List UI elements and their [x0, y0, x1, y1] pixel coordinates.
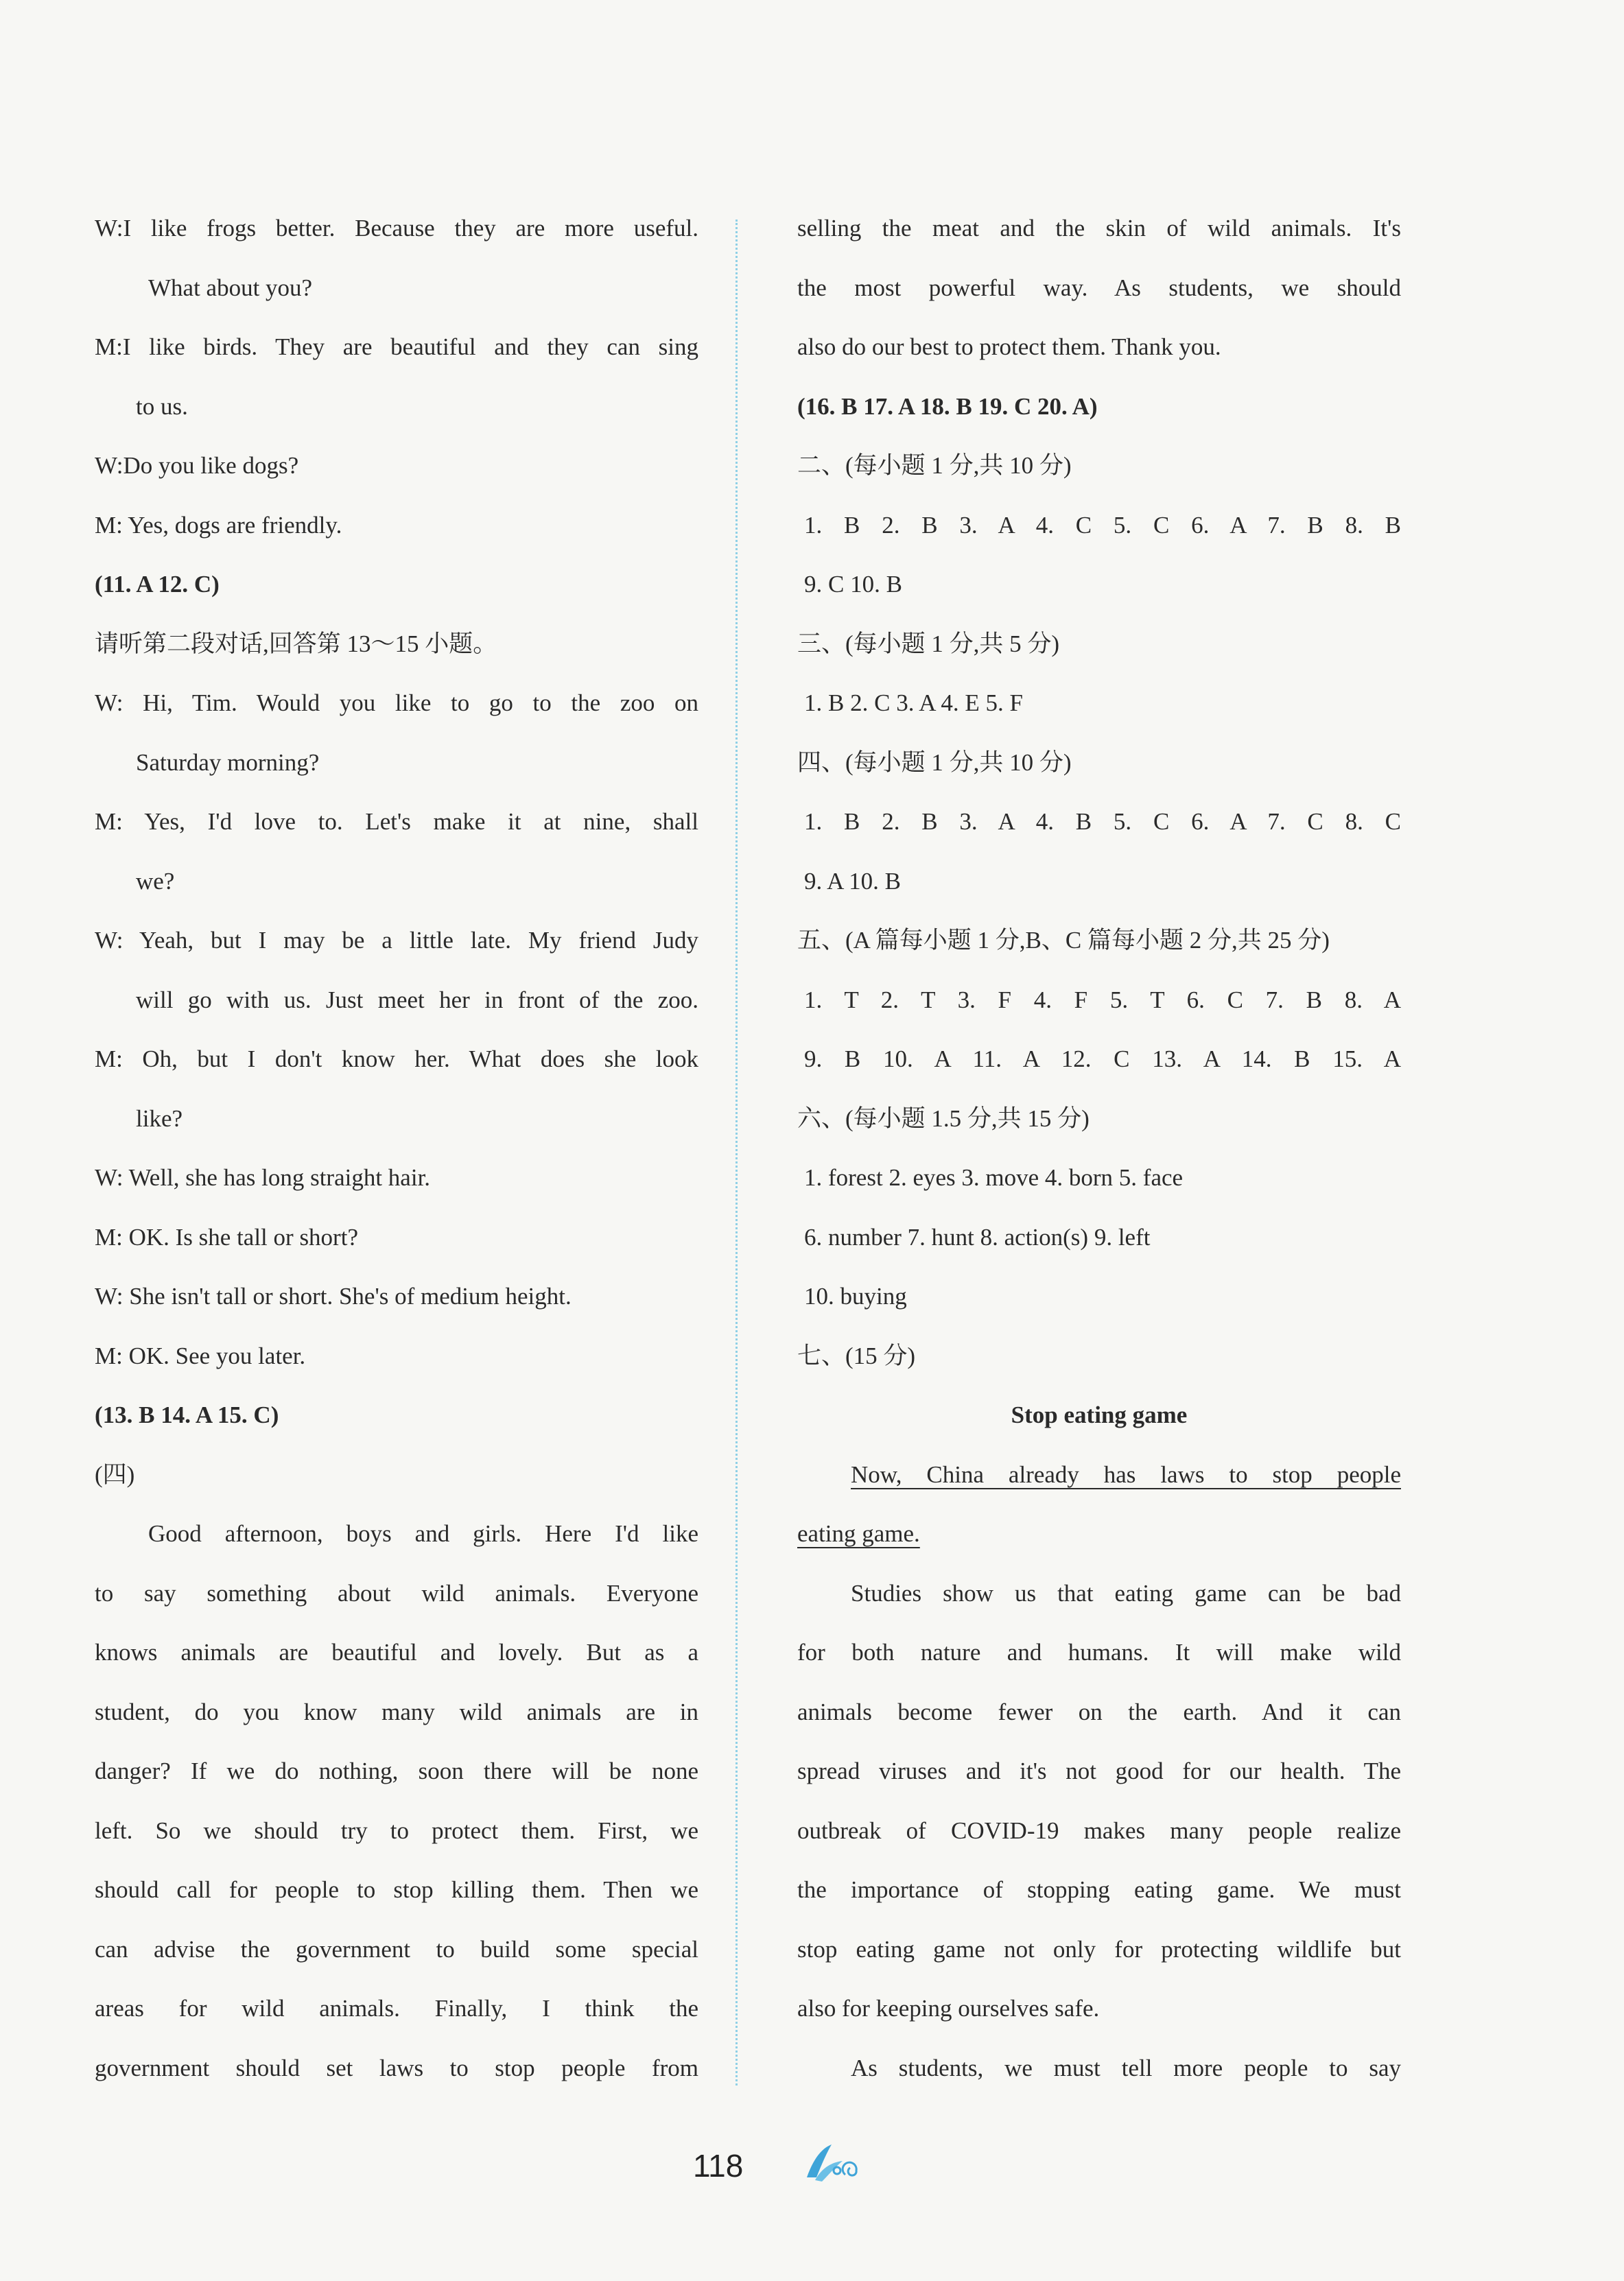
right-column	[797, 199, 1401, 2098]
right-column-line: 四、(每小题 1 分,共 10 分)	[797, 748, 1072, 776]
right-column-line: 1. forest 2. eyes 3. move 4. born 5. face	[804, 1164, 1184, 1191]
left-column-line: to say something about wild animals. Everyone	[95, 1579, 698, 1607]
right-column-line: outbreak of COVID-19 makes many people realize	[797, 1817, 1401, 1844]
left-column-line: M:I like birds. They are beautiful and they can sing	[95, 333, 698, 360]
right-column-line: 五、(A 篇每小题 1 分,B、C 篇每小题 2 分,共 25 分)	[797, 927, 1330, 954]
right-column-line: 二、(每小题 1 分,共 10 分)	[797, 452, 1072, 479]
right-column-line: 1. B 2. C 3. A 4. E 5. F	[804, 689, 1023, 716]
left-column-line: W: Hi, Tim. Would you like to go to the zoo on	[95, 689, 698, 716]
left-column-line: should call for people to stop killing them. Then we	[95, 1876, 698, 1903]
right-column-line: 6. number 7. hunt 8. action(s) 9. left	[804, 1223, 1151, 1251]
left-column-line: left. So we should try to protect them. First, we	[95, 1817, 698, 1844]
right-column-line: the most powerful way. As students, we should	[797, 274, 1401, 301]
left-column-line: knows animals are beautiful and lovely. But as a	[95, 1639, 698, 1666]
left-column-line: danger? If we do nothing, soon there will be none	[95, 1758, 698, 1784]
right-column-line: As students, we must tell more people to say	[851, 2054, 1401, 2081]
right-column-line: stop eating game not only for protecting wildlife but	[797, 1935, 1401, 1963]
right-column-line: Now, China already has laws to stop people	[851, 1461, 1401, 1488]
right-column-line: spread viruses and it's not good for our health. The	[797, 1758, 1401, 1784]
right-column-line: animals become fewer on the earth. And it can	[797, 1698, 1401, 1725]
right-column-line: Studies show us that eating game can be bad	[851, 1579, 1401, 1607]
left-column-line: M: Oh, but I don't know her. What does she look	[95, 1045, 698, 1072]
right-column-line: for both nature and humans. It will make wild	[797, 1639, 1401, 1666]
right-column-line: 1. T 2. T 3. F 4. F 5. T 6. C 7. B 8. A	[804, 986, 1401, 1013]
right-column-line: 六、(每小题 1.5 分,共 15 分)	[797, 1104, 1090, 1132]
right-column-line: 10. buying	[804, 1283, 907, 1310]
page-number: 118	[693, 2148, 744, 2184]
right-column-line: selling the meat and the skin of wild animals. It's	[797, 215, 1401, 241]
left-column-line: W: She isn't tall or short. She's of medium height.	[95, 1283, 572, 1310]
left-column-line: (四)	[95, 1461, 135, 1488]
left-column-line: (13. B 14. A 15. C)	[95, 1402, 279, 1428]
left-column-line: (11. A 12. C)	[95, 571, 220, 598]
right-column-line: 9. A 10. B	[804, 867, 902, 895]
right-column-line: 三、(每小题 1 分,共 5 分)	[797, 630, 1060, 657]
right-column-line: also for keeping ourselves safe.	[797, 1995, 1100, 2022]
left-column-line: we?	[136, 867, 175, 895]
left-column-line: M: Yes, dogs are friendly.	[95, 511, 342, 539]
column-divider	[735, 220, 738, 2085]
left-column-line: will go with us. Just meet her in front of the zoo.	[136, 986, 698, 1013]
right-column-line: also do our best to protect them. Thank you.	[797, 333, 1221, 360]
left-column-line: M: Yes, I'd love to. Let's make it at nine, shall	[95, 808, 698, 835]
left-column-line: to us.	[136, 392, 188, 420]
left-column-line: government should set laws to stop people from	[95, 2054, 698, 2081]
left-column-line: W: Yeah, but I may be a little late. My friend Judy	[95, 927, 698, 954]
left-column	[95, 199, 698, 2098]
right-column-line: the importance of stopping eating game. We must	[797, 1876, 1401, 1903]
left-column-line: W:Do you like dogs?	[95, 452, 299, 479]
left-column-line: M: OK. Is she tall or short?	[95, 1223, 358, 1251]
left-column-line: areas for wild animals. Finally, I think the	[95, 1995, 698, 2022]
right-column-line: 1. B 2. B 3. A 4. C 5. C 6. A 7. B 8. B	[804, 511, 1401, 539]
left-column-line: Good afternoon, boys and girls. Here I'd like	[148, 1520, 698, 1547]
left-column-line: student, do you know many wild animals are in	[95, 1698, 698, 1725]
left-column-line: Saturday morning?	[136, 748, 320, 776]
right-column-line: 七、(15 分)	[797, 1342, 916, 1369]
left-column-line: W:I like frogs better. Because they are more useful.	[95, 215, 698, 241]
left-column-line: What about you?	[148, 274, 313, 301]
left-column-line: M: OK. See you later.	[95, 1342, 306, 1369]
swirl-leaf-ornament-icon	[801, 2140, 877, 2184]
right-column-line: 9. C 10. B	[804, 571, 902, 598]
right-column-line: 1. B 2. B 3. A 4. B 5. C 6. A 7. C 8. C	[804, 808, 1401, 835]
right-column-line: (16. B 17. A 18. B 19. C 20. A)	[797, 392, 1098, 420]
left-column-line: 请听第二段对话,回答第 13～15 小题。	[95, 630, 497, 657]
right-column-line: 9. B 10. A 11. A 12. C 13. A 14. B 15. A	[804, 1045, 1401, 1072]
right-column-line: Stop eating game	[1011, 1402, 1188, 1428]
left-column-line: like?	[136, 1104, 183, 1132]
left-column-line: W: Well, she has long straight hair.	[95, 1164, 431, 1191]
left-column-line: can advise the government to build some special	[95, 1935, 698, 1963]
right-column-line: eating game.	[797, 1520, 920, 1547]
